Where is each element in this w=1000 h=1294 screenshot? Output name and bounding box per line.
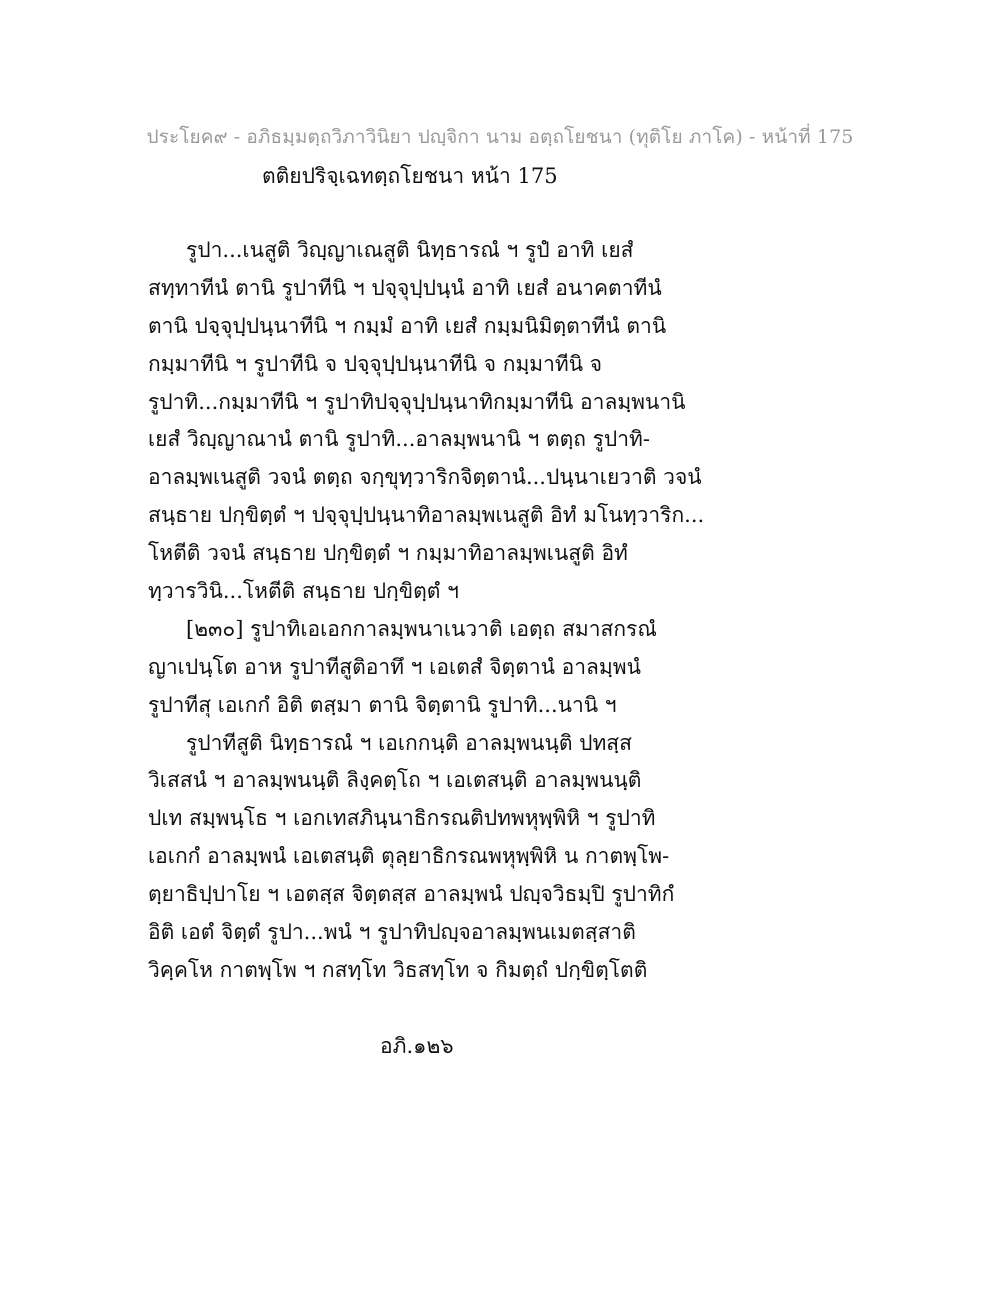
text-line: ตฺยาธิปฺปาโย ฯ เอตสฺส จิตฺตสฺส อาลมฺพนํ ปญฺจวิธมฺปิ รูปาทิกํ (148, 882, 675, 907)
text-line: อาลมฺพเนสูติ วจนํ ตตฺถ จกฺขุทฺวาริกจิตฺตานํ...ปนฺนาเยวาติ วจนํ (148, 465, 702, 490)
text-line: อิติ เอตํ จิตฺตํ รูปา...พนํ ฯ รูปาทิปญฺจอาลมฺพนเมตสฺสาติ (148, 920, 636, 945)
text-line: รูปาทีสุ เอเกกํ อิติ ตสฺมา ตานิ จิตฺตานิ รูปาทิ...นานิ ฯ (148, 692, 617, 717)
text-line: สทฺทาทีนํ ตานิ รูปาทีนิ ฯ ปจฺจุปฺปนฺนํ อาทิ เยสํ อนาคตาทีนํ (148, 275, 662, 300)
text-line: เยสํ วิญฺญาณานํ ตานิ รูปาทิ...อาลมฺพนานิ ฯ ตตฺถ รูปาทิ- (148, 427, 650, 452)
body-text (148, 232, 848, 990)
text-line: กมฺมาทีนิ ฯ รูปาทีนิ จ ปจฺจุปฺปนฺนาทีนิ จ กมฺมาทีนิ จ (148, 351, 603, 376)
text-line: วิเสสนํ ฯ อาลมฺพนนฺติ ลิงฺคตฺโถ ฯ เอเตสนฺติ อาลมฺพนนฺติ (148, 768, 642, 793)
text-line: รูปาทิ...กมฺมาทีนิ ฯ รูปาทิปจฺจุปฺปนฺนาทิกมฺมาทีนิ อาลมฺพนานิ (148, 389, 686, 414)
text-line: [๒๓๐] รูปาทิเอเอกกาลมฺพนาเนวาติ เอตฺถ สมาสกรณํ (186, 616, 657, 641)
text-line: ทฺวารวินิ...โหตีติ สนฺธาย ปกฺขิตฺตํ ฯ (148, 579, 459, 604)
text-line: ตานิ ปจฺจุปฺปนฺนาทีนิ ฯ กมฺมํ อาทิ เยสํ กมฺมนิมิตฺตาทีนํ ตานิ (148, 313, 667, 338)
text-line: สนฺธาย ปกฺขิตฺตํ ฯ ปจฺจุปฺปนฺนาทิอาลมฺพเนสูติ อิทํ มโนทฺวาริก... (148, 503, 705, 528)
text-line: วิคฺคโห กาตพฺโพ ฯ กสทฺโท วิธสทฺโท จ กิมตฺถํ ปกฺขิตฺโตติ (148, 957, 648, 982)
text-line: ปเท สมฺพนฺโธ ฯ เอกเทสภินฺนาธิกรณติปทพหุพฺพิหิ ฯ รูปาทิ (148, 806, 656, 831)
section-header: ตติยปริจฺเฉทตฺถโยชนา หน้า 175 (262, 164, 558, 188)
page-footer-code: อภิ.๑๒๖ (380, 1034, 454, 1058)
running-header: ประโยค๙ - อภิธมฺมตฺถวิภาวินิยา ปญฺจิกา นาม อตฺถโยชนา (ทุติโย ภาโค) - หน้าที่ 175 (146, 126, 854, 148)
text-line: รูปาทีสูติ นิทฺธารณํ ฯ เอเกกนฺติ อาลมฺพนนฺติ ปทสฺส (186, 730, 632, 755)
text-line: รูปา...เนสูติ วิญฺญาเณสูติ นิทฺธารณํ ฯ รูปํ อาทิ เยสํ (186, 238, 634, 262)
text-line: โหตีติ วจนํ สนฺธาย ปกฺขิตฺตํ ฯ กมฺมาทิอาลมฺพเนสูติ อิทํ (148, 541, 628, 566)
text-line: ญาเปนฺโต อาห รูปาทีสูติอาทึ ฯ เอเตสํ จิตฺตานํ อาลมฺพนํ (148, 654, 641, 679)
text-line: เอเกกํ อาลมฺพนํ เอเตสนฺติ ตุลฺยาธิกรณพหุพฺพิหิ น กาตพฺโพ- (148, 844, 670, 869)
